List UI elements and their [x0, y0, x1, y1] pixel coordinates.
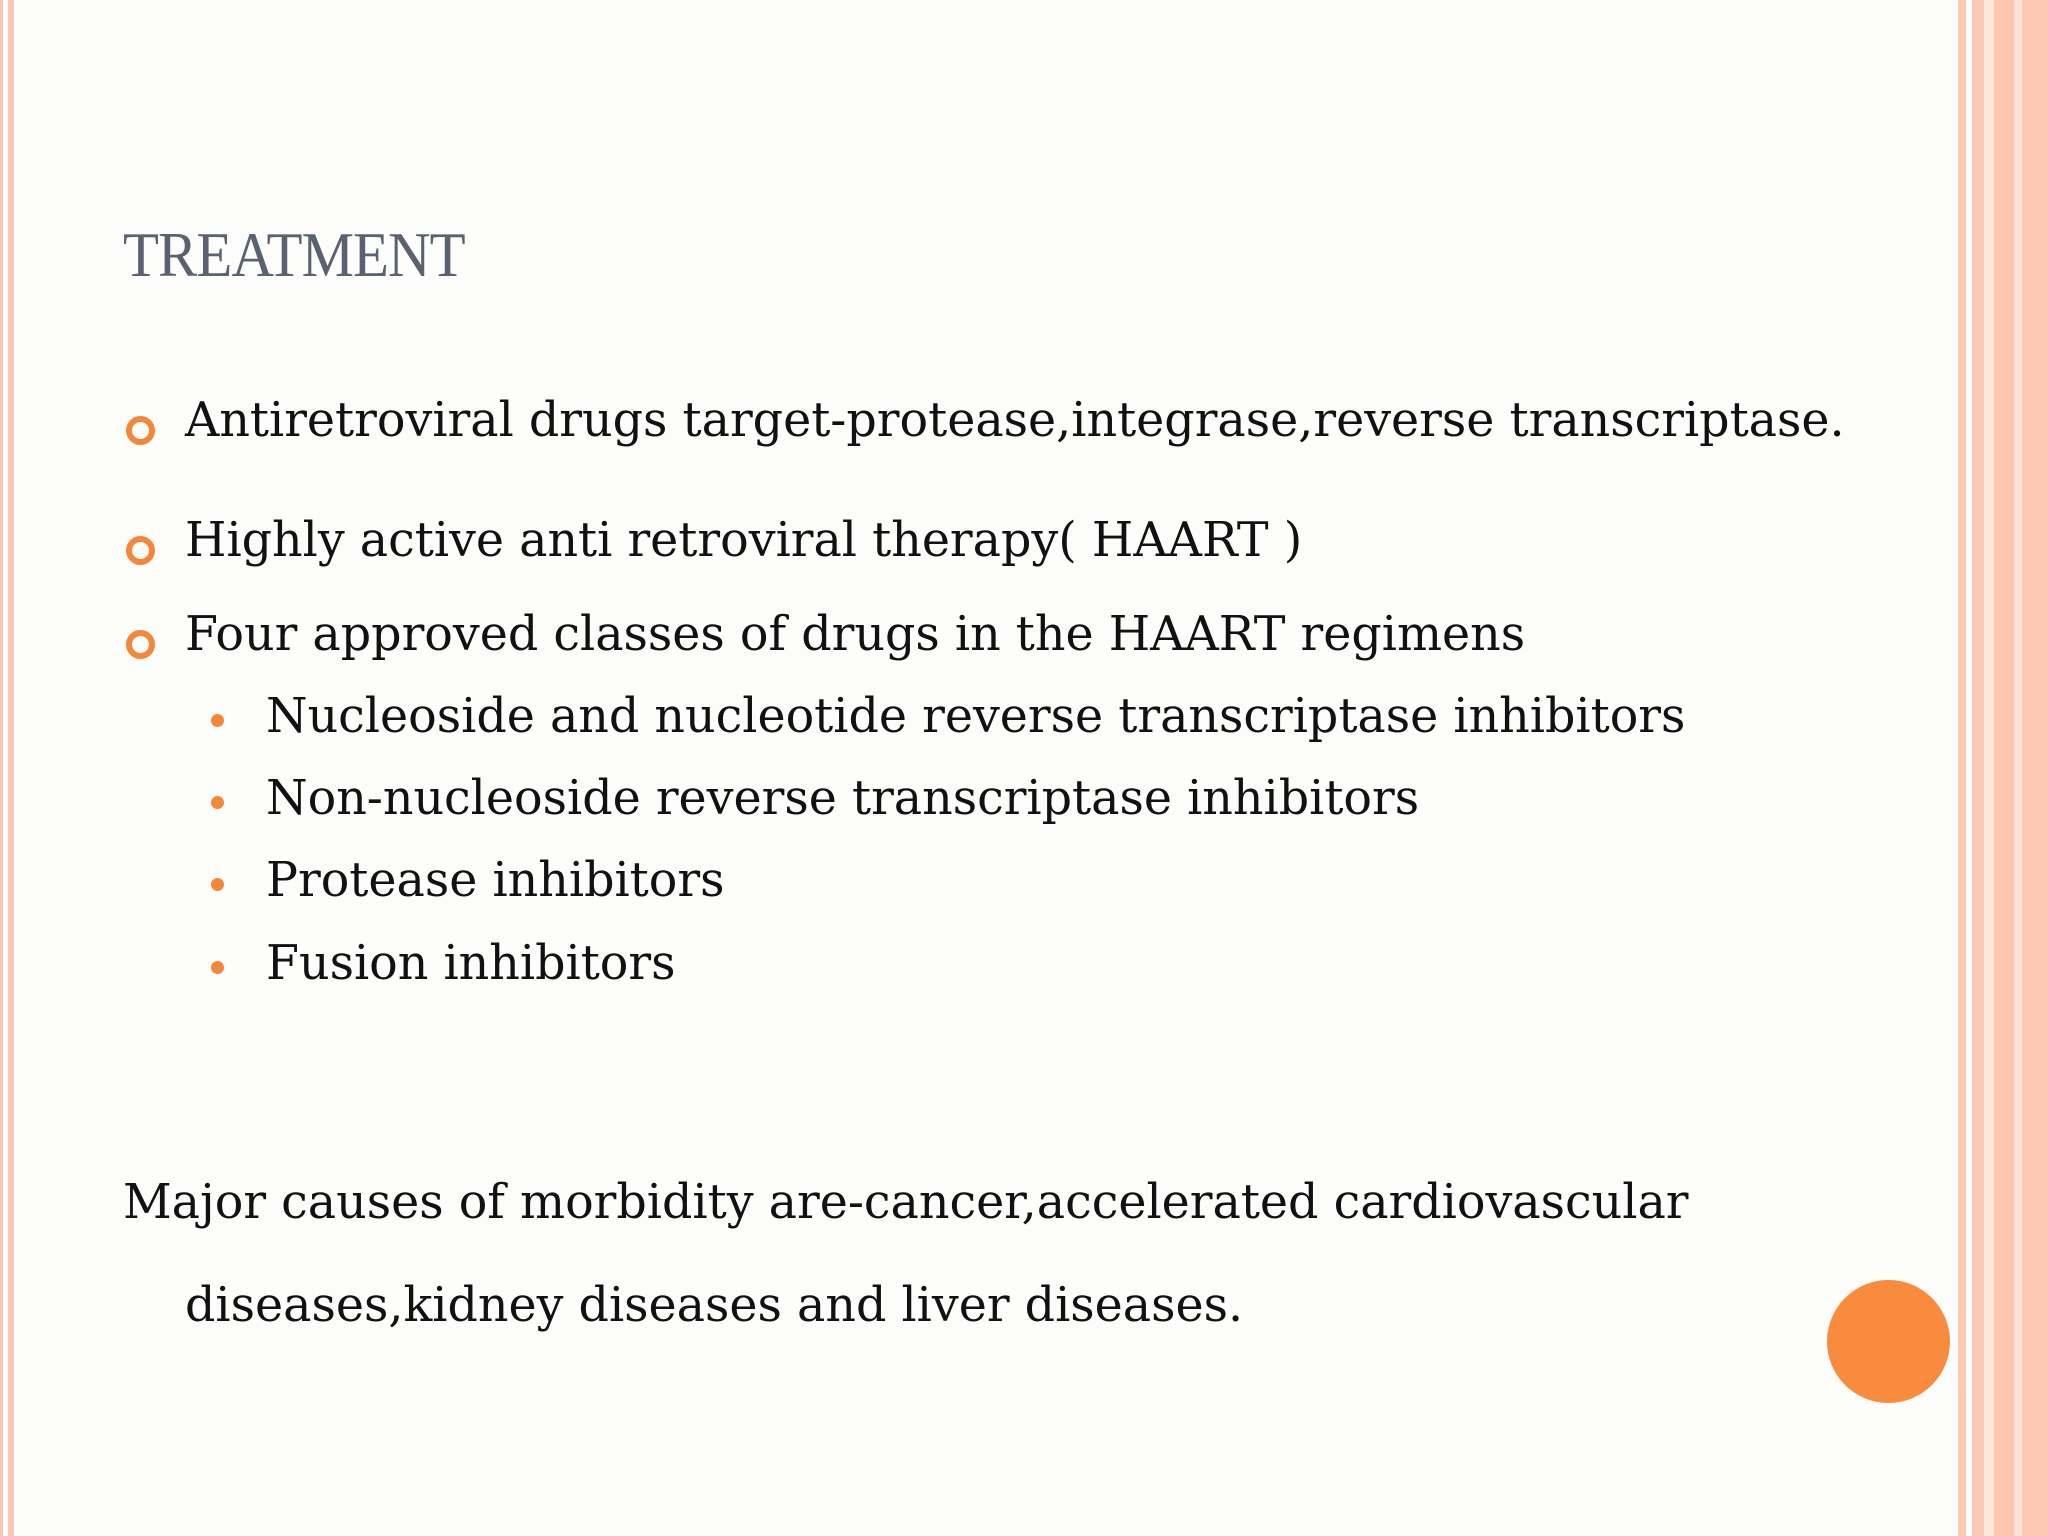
dot-bullet-icon — [211, 961, 224, 974]
right-border-stripe — [1984, 0, 1994, 1536]
footer-text-line: diseases,kidney diseases and liver diseases. — [185, 1277, 1244, 1333]
decorative-circle — [1827, 1280, 1950, 1403]
sub-bullet-text: Nucleoside and nucleotide reverse transcriptase inhibitors — [266, 688, 1686, 744]
ring-bullet-icon — [126, 630, 155, 659]
sub-bullet-text: Fusion inhibitors — [266, 935, 676, 991]
right-border-stripe — [1994, 0, 2014, 1536]
footer-text-line: Major causes of morbidity are-cancer,accelerated cardiovascular — [123, 1174, 1689, 1230]
bullet-text: Four approved classes of drugs in the HAART regimens — [185, 606, 1526, 662]
dot-bullet-icon — [211, 714, 224, 727]
bullet-text: Highly active anti retroviral therapy( HAART ) — [185, 512, 1303, 568]
ring-bullet-icon — [126, 536, 155, 565]
bullet-text: Antiretroviral drugs target-protease,integrase,reverse transcriptase. — [185, 392, 1845, 448]
right-border-stripe — [2014, 0, 2022, 1536]
dot-bullet-icon — [211, 796, 224, 809]
left-border-stripe — [0, 0, 3, 1536]
right-border-stripe — [2022, 0, 2048, 1536]
sub-bullet-text: Protease inhibitors — [266, 852, 725, 908]
slide-title: TREATMENT — [123, 219, 465, 290]
right-border-stripe — [1972, 0, 1984, 1536]
ring-bullet-icon — [126, 416, 155, 445]
right-border-stripe — [1958, 0, 1966, 1536]
left-border-stripe — [8, 0, 14, 1536]
dot-bullet-icon — [211, 878, 224, 891]
sub-bullet-text: Non-nucleoside reverse transcriptase inhibitors — [266, 770, 1420, 826]
